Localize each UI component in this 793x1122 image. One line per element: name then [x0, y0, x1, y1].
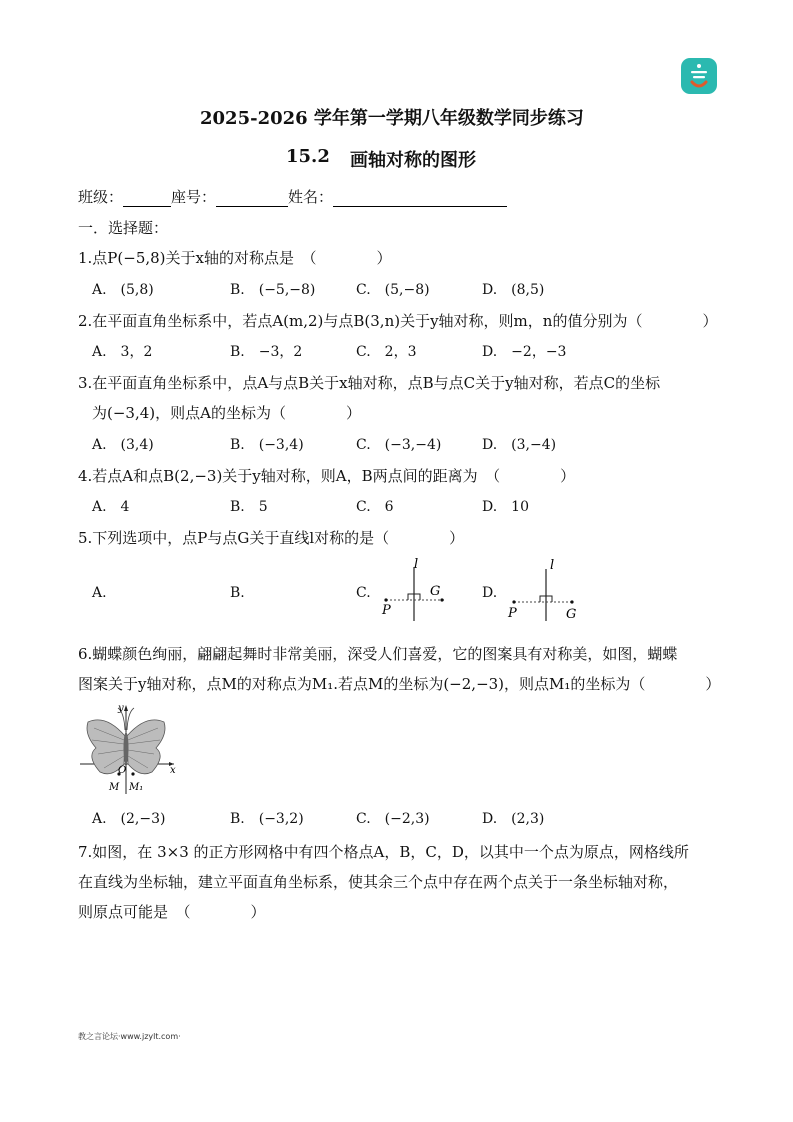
q5-figure-c [378, 555, 450, 621]
q6-option-b[interactable]: B. (−3,2) [230, 811, 304, 827]
question-1-stem: 1.点P(−5,8)关于x轴的对称点是 （ ） [78, 249, 392, 267]
fig6-label-m: M [109, 782, 120, 793]
section-number: 15.2 [286, 146, 330, 167]
q5-option-d[interactable]: D. [482, 585, 498, 601]
class-label: 班级： [78, 188, 124, 206]
question-3-stem-cont: 为(−3,4)，则点A的坐标为（ ） [92, 404, 361, 422]
q5d-label-p: P [508, 606, 517, 621]
q6-option-a[interactable]: A. (2,−3) [92, 811, 166, 827]
question-5-stem: 5.下列选项中，点P与点G关于直线l对称的是（ ） [78, 529, 465, 547]
q2-option-b[interactable]: B. −3，2 [230, 344, 303, 360]
seat-label: 座号： [171, 188, 217, 206]
question-6-stem: 6.蝴蝶颜色绚丽，翩翩起舞时非常美丽，深受人们喜爱，它的图案具有对称美，如图，蝴蝶 [78, 645, 678, 663]
q5d-label-g: G [566, 607, 577, 621]
question-7-stem: 7.如图，在 3×3 的正方形网格中有四个格点A，B，C，D，以其中一个点为原点，网格线所 [78, 843, 689, 861]
student-info [78, 186, 507, 207]
question-7-stem-cont2: 则原点可能是 （ ） [78, 903, 266, 921]
name-blank[interactable] [333, 190, 507, 207]
q4-option-d[interactable]: D. 10 [482, 499, 529, 515]
q2-option-d[interactable]: D. −2，−3 [482, 344, 567, 360]
fig6-label-y: y [118, 703, 124, 714]
butterfly-coordinate-figure [76, 700, 182, 796]
q5-figure-d [506, 555, 586, 621]
q5d-label-l: l [550, 558, 555, 573]
q5-option-c[interactable]: C. [356, 585, 371, 601]
q3-option-d[interactable]: D. (3,−4) [482, 437, 557, 453]
question-3-stem: 3.在平面直角坐标系中，点A与点B关于x轴对称，点B与点C关于y轴对称，若点C的坐标 [78, 374, 661, 392]
question-4-stem: 4.若点A和点B(2,−3)关于y轴对称，则A，B两点间的距离为 （ ） [78, 467, 576, 485]
q6-option-c[interactable]: C. (−2,3) [356, 811, 430, 827]
q5c-label-g: G [430, 584, 441, 599]
fig6-label-x: x [170, 765, 176, 776]
q4-option-c[interactable]: C. 6 [356, 499, 394, 515]
q1-option-b[interactable]: B. (−5,−8) [230, 282, 316, 298]
name-label: 姓名： [288, 188, 334, 206]
seat-blank[interactable] [216, 190, 288, 207]
section-title: 画轴对称的图形 [350, 150, 476, 171]
q5c-label-l: l [414, 557, 419, 572]
q2-option-c[interactable]: C. 2，3 [356, 344, 417, 360]
q5-option-a[interactable]: A. [92, 585, 107, 601]
q4-option-a[interactable]: A. 4 [92, 499, 130, 515]
page-title: 2025-2026 学年第一学期八年级数学同步练习 [200, 108, 584, 129]
q3-option-c[interactable]: C. (−3,−4) [356, 437, 442, 453]
q2-option-a[interactable]: A. 3，2 [92, 344, 153, 360]
q4-option-b[interactable]: B. 5 [230, 499, 268, 515]
fig6-label-m1: M₁ [129, 782, 144, 793]
q6-option-d[interactable]: D. (2,3) [482, 811, 545, 827]
q3-option-a[interactable]: A. (3,4) [92, 437, 154, 453]
q1-option-d[interactable]: D. (8,5) [482, 282, 545, 298]
class-blank[interactable] [123, 190, 171, 207]
question-2-stem: 2.在平面直角坐标系中，若点A(m,2)与点B(3,n)关于y轴对称，则m，n的值分别为（ ） [78, 312, 718, 330]
question-7-stem-cont: 在直线为坐标轴，建立平面直角坐标系，使其余三个点中存在两个点关于一条坐标轴对称， [78, 873, 679, 891]
section-heading: 一．选择题： [78, 219, 169, 237]
fig6-label-o: O [118, 765, 127, 776]
question-6-stem-cont: 图案关于y轴对称，点M的对称点为M₁.若点M的坐标为(−2,−3)，则点M₁的坐标为（ ） [78, 675, 721, 693]
q5-option-b[interactable]: B. [230, 585, 245, 601]
q1-option-c[interactable]: C. (5,−8) [356, 282, 430, 298]
q3-option-b[interactable]: B. (−3,4) [230, 437, 304, 453]
q1-option-a[interactable]: A. (5,8) [92, 282, 154, 298]
q5c-label-p: P [382, 603, 391, 618]
brand-logo-icon [681, 58, 717, 94]
footer-source: 教之言论坛·www.jzylt.com· [78, 1032, 181, 1041]
